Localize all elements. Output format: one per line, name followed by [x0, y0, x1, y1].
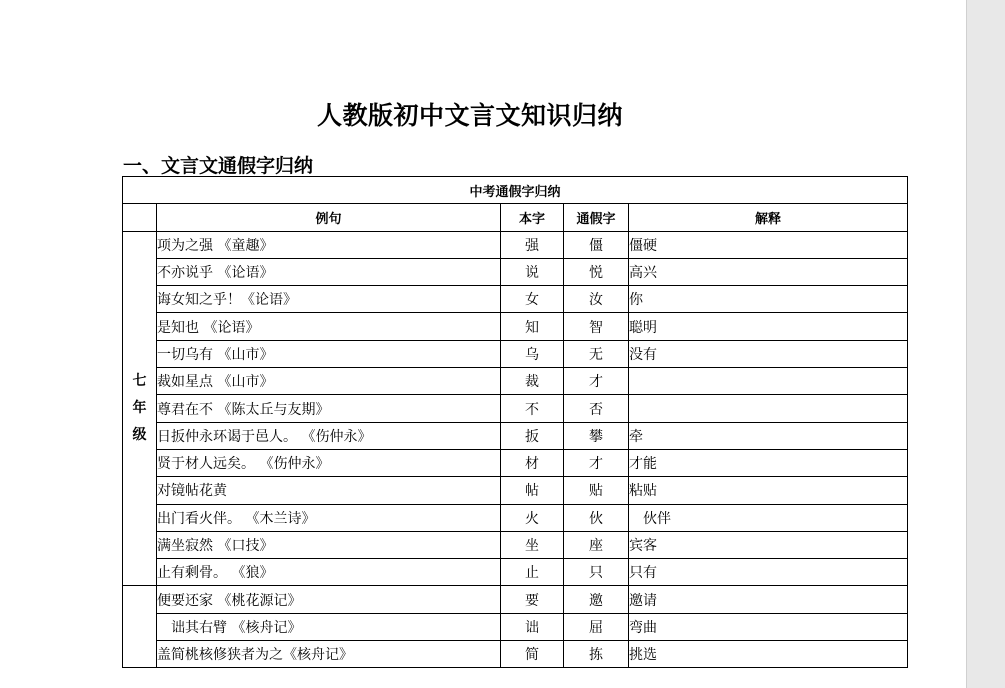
original-char-cell: 扳 — [501, 422, 564, 449]
variant-char-cell: 智 — [564, 313, 629, 340]
example-cell: 是知也 《论语》 — [157, 313, 501, 340]
meaning-cell: 没有 — [629, 340, 908, 367]
table-row — [123, 559, 908, 586]
table-row — [123, 531, 908, 558]
example-cell: 出门看火伴。 《木兰诗》 — [157, 504, 501, 531]
meaning-cell: 伙伴 — [629, 504, 908, 531]
example-cell: 对镜帖花黄 — [157, 477, 501, 504]
original-char-cell: 材 — [501, 449, 564, 476]
variant-char-cell: 拣 — [564, 641, 629, 668]
original-char-cell: 帖 — [501, 477, 564, 504]
meaning-cell — [629, 395, 908, 422]
header-blank — [123, 204, 157, 231]
table-header-row — [123, 204, 908, 231]
header-meaning: 解释 — [629, 204, 908, 231]
example-cell: 满坐寂然 《口技》 — [157, 531, 501, 558]
grade-label-char: 级 — [132, 427, 147, 444]
variant-char-cell: 无 — [564, 340, 629, 367]
example-cell: 不亦说乎 《论语》 — [157, 258, 501, 285]
table-row — [123, 422, 908, 449]
meaning-cell: 牵 — [629, 422, 908, 449]
table-row — [123, 313, 908, 340]
example-cell: 一切乌有 《山市》 — [157, 340, 501, 367]
variant-char-cell: 攀 — [564, 422, 629, 449]
variant-char-cell: 悦 — [564, 258, 629, 285]
variant-char-cell: 汝 — [564, 286, 629, 313]
variant-char-cell: 才 — [564, 449, 629, 476]
variant-char-cell: 僵 — [564, 231, 629, 258]
example-cell: 尊君在不 《陈太丘与友期》 — [157, 395, 501, 422]
meaning-cell: 高兴 — [629, 258, 908, 285]
meaning-cell: 粘贴 — [629, 477, 908, 504]
original-char-cell: 诎 — [501, 613, 564, 640]
original-char-cell: 坐 — [501, 531, 564, 558]
table-caption-row — [123, 177, 908, 204]
table-row — [123, 286, 908, 313]
original-char-cell: 不 — [501, 395, 564, 422]
original-char-cell: 说 — [501, 258, 564, 285]
example-cell: 便要还家 《桃花源记》 — [157, 586, 501, 613]
example-cell: 裁如星点 《山市》 — [157, 368, 501, 395]
original-char-cell: 火 — [501, 504, 564, 531]
variant-char-cell: 才 — [564, 368, 629, 395]
table-row — [123, 395, 908, 422]
table-row — [123, 613, 908, 640]
example-cell: 盖简桃核修狭者为之《核舟记》 — [157, 641, 501, 668]
example-cell: 诲女知之乎！《论语》 — [157, 286, 501, 313]
viewer-scroll-gutter[interactable] — [966, 0, 1005, 688]
table-caption: 中考通假字归纳 — [123, 177, 908, 204]
grade-label — [123, 231, 157, 586]
table-row — [123, 641, 908, 668]
grade-label-char: 七 — [132, 373, 147, 390]
original-char-cell: 强 — [501, 231, 564, 258]
table-row — [123, 340, 908, 367]
variant-char-cell: 贴 — [564, 477, 629, 504]
variant-char-cell: 伙 — [564, 504, 629, 531]
tongjiazi-table — [122, 176, 908, 668]
header-original: 本字 — [501, 204, 564, 231]
meaning-cell: 邀请 — [629, 586, 908, 613]
table-row — [123, 231, 908, 258]
variant-char-cell: 只 — [564, 559, 629, 586]
table-row — [123, 586, 908, 613]
meaning-cell: 僵硬 — [629, 231, 908, 258]
meaning-cell: 弯曲 — [629, 613, 908, 640]
header-variant: 通假字 — [564, 204, 629, 231]
original-char-cell: 裁 — [501, 368, 564, 395]
meaning-cell: 宾客 — [629, 531, 908, 558]
variant-char-cell: 否 — [564, 395, 629, 422]
meaning-cell: 只有 — [629, 559, 908, 586]
table-row — [123, 504, 908, 531]
original-char-cell: 女 — [501, 286, 564, 313]
variant-char-cell: 邀 — [564, 586, 629, 613]
variant-char-cell: 座 — [564, 531, 629, 558]
original-char-cell: 要 — [501, 586, 564, 613]
example-cell: 项为之强 《童趣》 — [157, 231, 501, 258]
original-char-cell: 乌 — [501, 340, 564, 367]
header-example: 例句 — [157, 204, 501, 231]
table-row — [123, 477, 908, 504]
grade-label-char: 年 — [132, 400, 147, 417]
table-row — [123, 258, 908, 285]
original-char-cell: 止 — [501, 559, 564, 586]
meaning-cell — [629, 368, 908, 395]
grade-label-next — [123, 586, 157, 668]
table-row — [123, 449, 908, 476]
section-heading: 一、文言文通假字归纳 — [123, 155, 314, 177]
meaning-cell: 挑选 — [629, 641, 908, 668]
original-char-cell: 知 — [501, 313, 564, 340]
example-cell: 贤于材人远矣。 《伤仲永》 — [157, 449, 501, 476]
meaning-cell: 聪明 — [629, 313, 908, 340]
example-cell: 日扳仲永环谒于邑人。 《伤仲永》 — [157, 422, 501, 449]
meaning-cell: 你 — [629, 286, 908, 313]
meaning-cell: 才能 — [629, 449, 908, 476]
variant-char-cell: 屈 — [564, 613, 629, 640]
example-cell: 诎其右臂 《核舟记》 — [157, 613, 501, 640]
table-row — [123, 368, 908, 395]
original-char-cell: 简 — [501, 641, 564, 668]
document-title: 人教版初中文言文知识归纳 — [316, 101, 623, 130]
example-cell: 止有剩骨。 《狼》 — [157, 559, 501, 586]
